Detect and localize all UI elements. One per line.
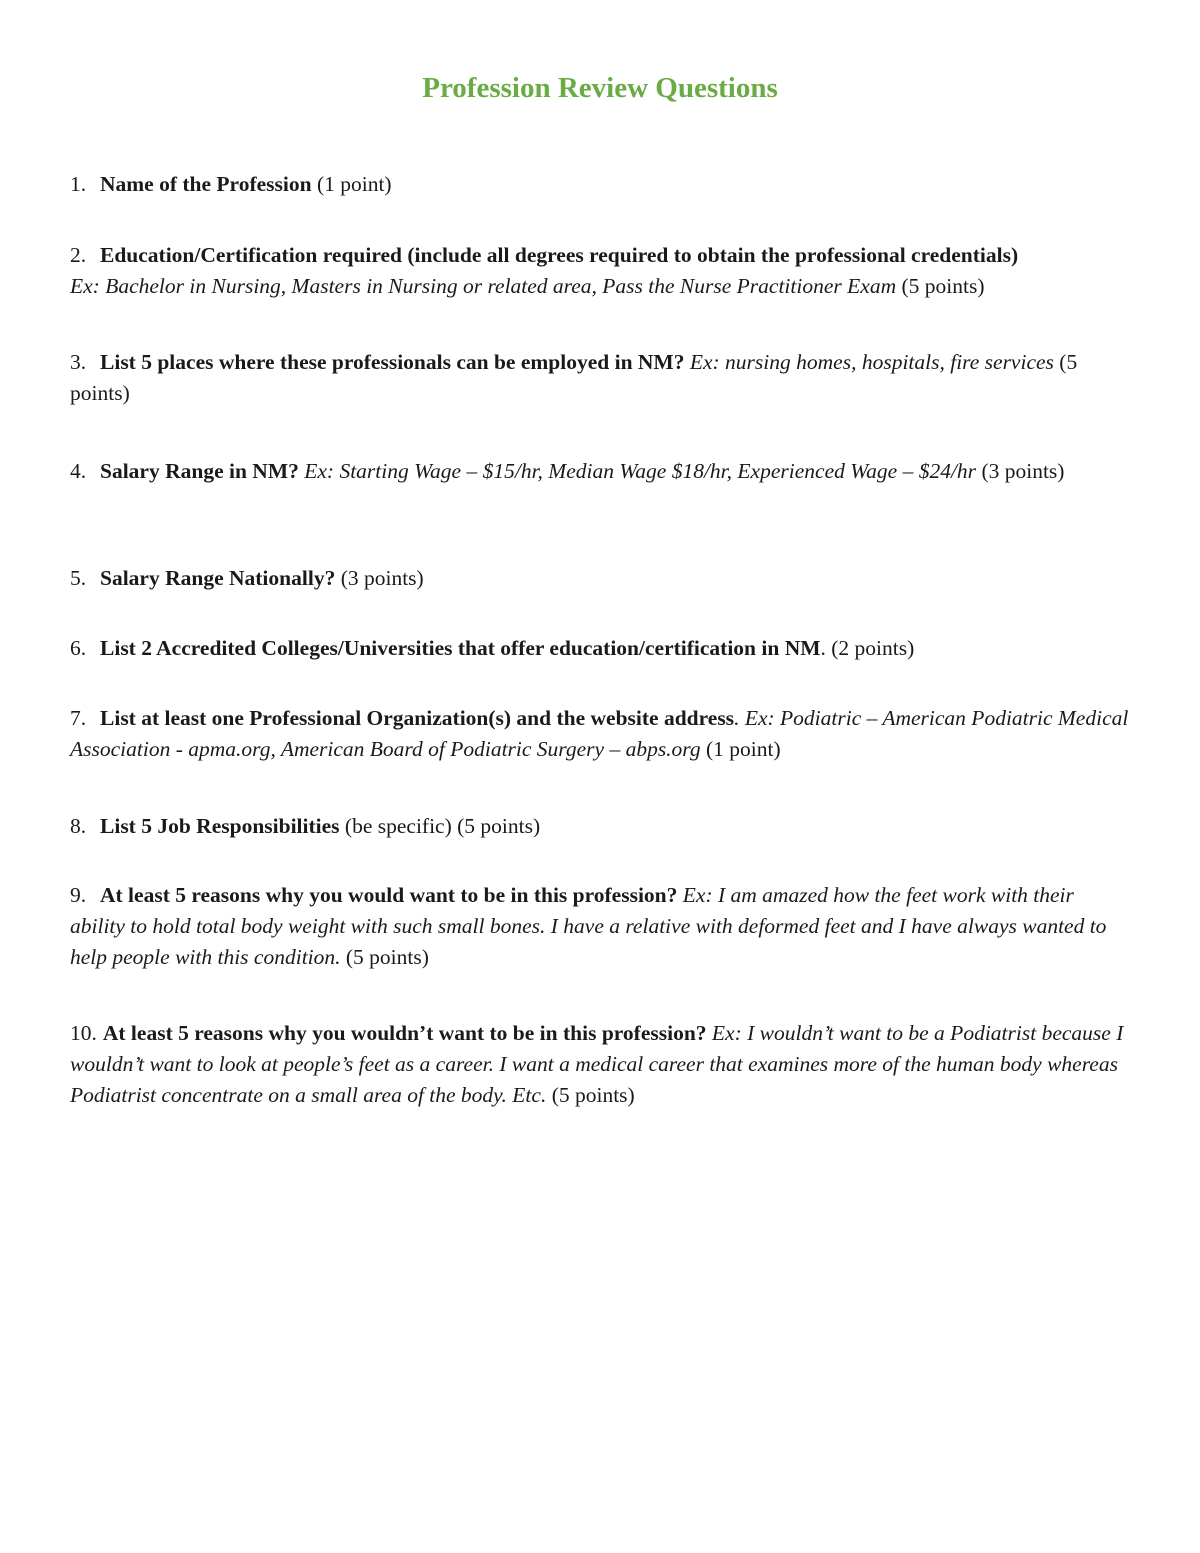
question-points: (3 points) xyxy=(335,566,424,590)
question-number: 6. xyxy=(70,636,87,660)
question-example: . Ex: Podiatric – American Podiatric Medical Association - apma.org, American Board of Podiatric Surgery – abps.org xyxy=(70,706,1129,761)
question-number: 9. xyxy=(70,883,87,907)
question-example: Ex: I wouldn’t want to be a Podiatrist because I wouldn’t want to look at people’s feet as a career. I want a medical career that examines more of the human body whereas Podiatrist concentrate on a small area of the body. Etc. xyxy=(70,1021,1124,1107)
question-text: Education/Certification required (include all degrees required to obtain the professional credentials) xyxy=(100,243,1019,267)
question-points: (3 points) xyxy=(976,459,1065,483)
question-text: At least 5 reasons why you wouldn’t want to be in this profession? xyxy=(102,1021,707,1045)
question-1 xyxy=(70,169,1130,200)
question-number: 7. xyxy=(70,706,87,730)
question-points: (5 points) xyxy=(70,350,1078,405)
question-text: List 5 places where these professionals can be employed in NM? xyxy=(100,350,685,374)
question-number: 2. xyxy=(70,243,87,267)
question-6 xyxy=(70,633,1130,664)
question-number: 5. xyxy=(70,566,87,590)
question-example: Ex: I am amazed how the feet work with their ability to hold total body weight with such small bones. I have a relative with deformed feet and I have always wanted to help people with this condition. xyxy=(70,883,1107,969)
page-title: Profession Review Questions xyxy=(422,72,778,104)
question-number: 4. xyxy=(70,459,87,483)
question-10 xyxy=(70,1018,1130,1111)
question-points: (1 point) xyxy=(700,737,781,761)
question-number: 1. xyxy=(70,172,87,196)
question-9 xyxy=(70,880,1130,973)
question-points: (5 points) xyxy=(546,1083,635,1107)
question-number: 3. xyxy=(70,350,87,374)
question-number: 8. xyxy=(70,814,87,838)
question-text: Salary Range in NM? xyxy=(100,459,299,483)
question-text: At least 5 reasons why you would want to be in this profession? xyxy=(100,883,678,907)
question-points: (5 points) xyxy=(340,945,429,969)
question-text: List at least one Professional Organization(s) and the website address xyxy=(100,706,735,730)
question-example: Ex: Bachelor in Nursing, Masters in Nursing or related area, Pass the Nurse Practitioner Exam xyxy=(70,274,897,298)
question-number: 10. xyxy=(70,1021,97,1045)
question-7 xyxy=(70,703,1130,765)
question-points: (5 points) xyxy=(896,274,985,298)
question-points: (be specific) (5 points) xyxy=(339,814,541,838)
question-5 xyxy=(70,563,1130,594)
question-text: List 2 Accredited Colleges/Universities that offer education/certification in NM xyxy=(100,636,821,660)
question-text: List 5 Job Responsibilities xyxy=(100,814,340,838)
question-8 xyxy=(70,811,1130,842)
question-points: . (2 points) xyxy=(820,636,915,660)
question-2 xyxy=(70,240,1130,302)
question-points: (1 point) xyxy=(311,172,392,196)
question-4 xyxy=(70,456,1130,487)
question-example: Ex: nursing homes, hospitals, fire services xyxy=(684,350,1054,374)
question-text: Salary Range Nationally? xyxy=(100,566,336,590)
question-text: Name of the Profession xyxy=(100,172,312,196)
question-example: Ex: Starting Wage – $15/hr, Median Wage $18/hr, Experienced Wage – $24/hr xyxy=(298,459,977,483)
question-3 xyxy=(70,347,1130,409)
